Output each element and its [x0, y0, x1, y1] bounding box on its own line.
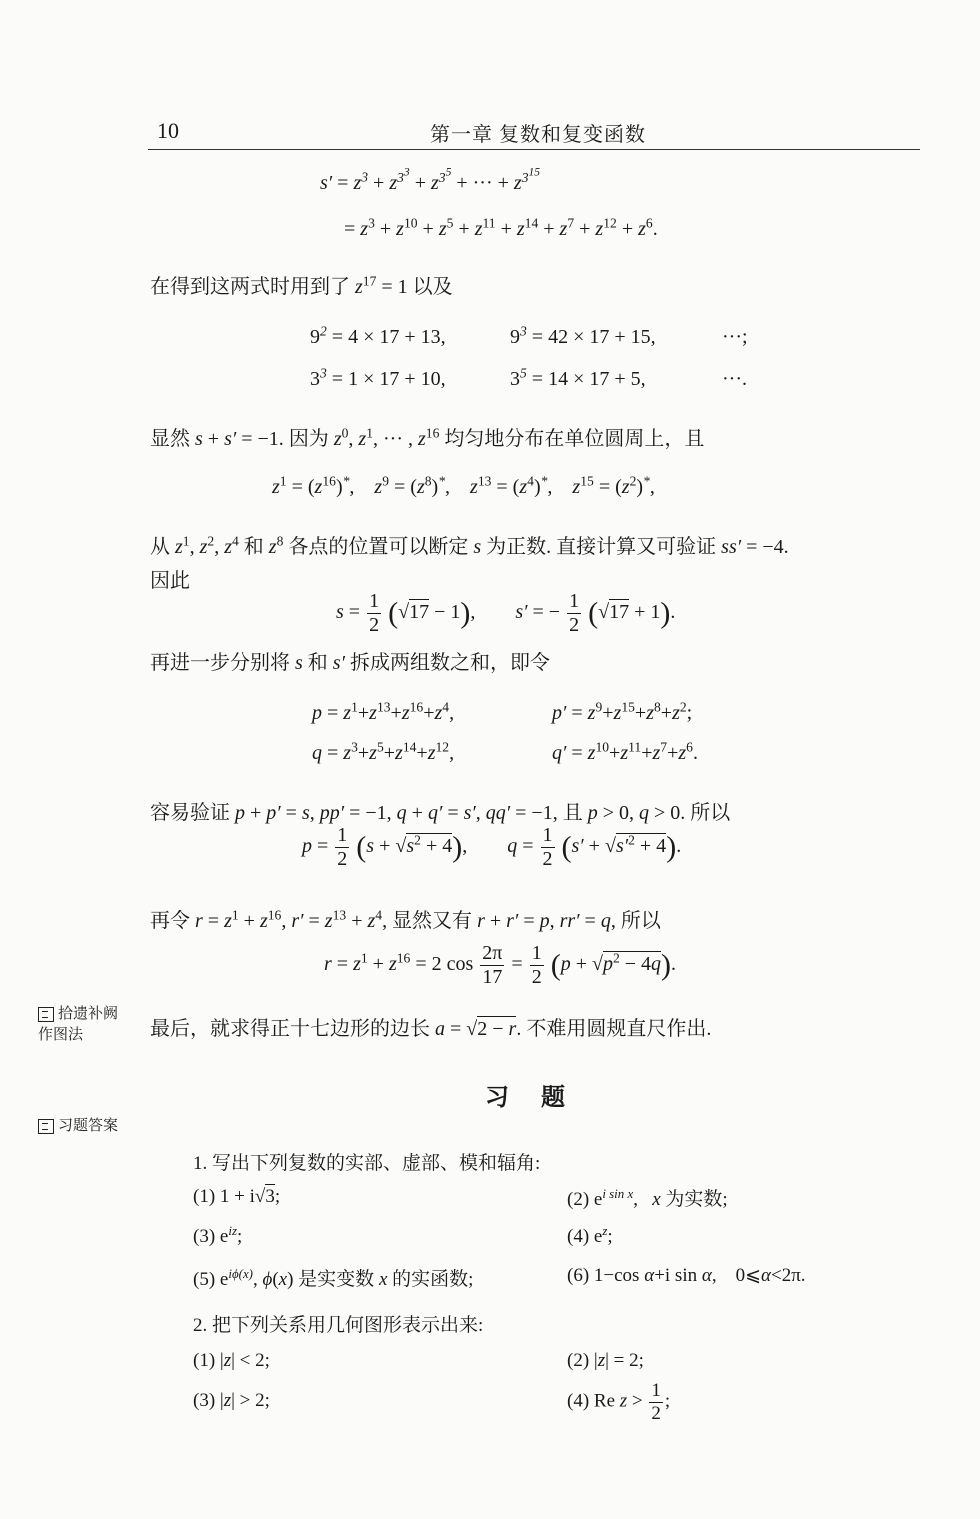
exercise-2-2: (2) |z| = 2; [567, 1350, 644, 1371]
text-line-8: 最后，就求得正十七边形的边长 a = √2 − r. 不难用圆规直尺作出. [150, 1018, 712, 1040]
ellipsis-2: ···. [722, 368, 747, 390]
exercise-1-title: 1. 写出下列复数的实部、虚部、模和辐角: [193, 1153, 541, 1174]
equation-pq-values: p = $\frac{1}{2}$ $(s + √s^2 + 4)$, q = $\frac{1}{2}$ $(s' + √s'^2 + 4)$. [302, 824, 682, 870]
equation-r-value: $r = z^1 + z^{16} = 2$ cos $\frac{2\pi}{17}$ = $\frac{1}{2}$ $(p + √p^2 - 4q)$. [324, 942, 677, 988]
exercise-2-3: (3) |z| > 2; [193, 1390, 270, 1411]
text-line-3: 从 $z^1$, $z^2$, $z^4$ 和 $z^8$ 各点的位置可以断定 s 为正数. 直接计算又可验证 ss′ = −4. [150, 533, 789, 558]
sidebar-note-answers[interactable]: 习题答案 [38, 1114, 118, 1135]
exercise-1-5: (5) $e^{i\phi(x)}$, ϕ(x) 是实变数 x 的实函数; [193, 1265, 474, 1290]
equation-s-prime-1: $s' = z^3 + z^{3^3} + z^{3^5}$ + ··· + $z^{3^{15}}$ [320, 165, 541, 194]
book-icon [38, 1007, 54, 1022]
header-rule [148, 149, 920, 150]
equation-conjugates: $z^1 = (z^{16})^*$, $z^9 = (z^8)^*$, $z^{13} = (z^4)^*$, $z^{15} = (z^2)^*$, [272, 473, 655, 498]
exercise-2-title: 2. 把下列关系用几何图形表示出来: [193, 1315, 484, 1336]
text-line-1: 在得到这两式时用到了 $z^{17} = 1$ 以及 [150, 273, 453, 298]
exercise-2-1: (1) |z| < 2; [193, 1350, 270, 1371]
chapter-title: 第一章 复数和复变函数 [430, 124, 646, 146]
equation-p: $p = z^1+z^{13}+z^{16}+z^4$, [312, 699, 455, 724]
exercise-1-2: (2) $e^{i sin x}$, x 为实数; [567, 1185, 728, 1210]
exercise-1-4: (4) $e^z$; [567, 1222, 613, 1247]
exercise-1-1: (1) 1 + i√3; [193, 1186, 281, 1207]
page-number: 10 [157, 118, 179, 143]
text-line-6: 容易验证 p + p′ = s, pp′ = −1, q + q′ = s′, qq′ = −1, 且 p > 0, q > 0. 所以 [150, 802, 731, 824]
exercise-2-4: (4) Re z > $\frac{1}{2}$ ; [567, 1380, 671, 1424]
text-line-4: 因此 [150, 570, 190, 592]
text-line-5: 再进一步分别将 s 和 s′ 拆成两组数之和，即令 [150, 652, 550, 674]
text-line-2: 显然 s + s′ = −1. 因为 $z^0$, $z^1$, ··· , $z^{16}$ 均匀地分布在单位圆周上，且 [150, 425, 705, 450]
equation-mod-2: $9^3 = 42 \times 17 + 15$, [510, 323, 656, 348]
equation-mod-4: $3^5 = 14 \times 17 + 5$, [510, 365, 646, 390]
exercise-1-3: (3) $e^{iz}$; [193, 1222, 243, 1247]
equation-s-values: s = $\frac{1}{2}$ (√17 − 1), s′ = − $\frac{1}{2}$ (√17 + 1). [336, 590, 676, 636]
exercises-heading: 习题 [485, 1085, 597, 1111]
text-line-7: 再令 $r = z^1 + z^{16}$, $r' = z^{13} + z^4$, 显然又有 r + r′ = p, rr′ = q, 所以 [150, 907, 661, 932]
answer-icon [38, 1119, 54, 1134]
equation-mod-3: $3^3 = 1 \times 17 + 10$, [310, 365, 446, 390]
sidebar-note-supplement[interactable]: 拾遗补阙 作图法 [38, 1004, 119, 1043]
ellipsis-1: ···; [722, 326, 748, 348]
equation-q: $q = z^3+z^5+z^{14}+z^{12}$, [312, 739, 455, 764]
equation-mod-1: $9^2 = 4 \times 17 + 13$, [310, 323, 446, 348]
equation-q-prime: $q' = z^{10}+z^{11}+z^7+z^6$. [552, 739, 698, 764]
equation-p-prime: $p' = z^9+z^{15}+z^8+z^2$; [552, 699, 693, 724]
exercise-1-6: (6) 1−cos α+i sin α, 0⩽α<2π. [567, 1265, 806, 1286]
equation-s-prime-2: = $z^3 + z^{10} + z^5 + z^{11} + z^{14} + z^7 + z^{12} + z^6$. [344, 215, 658, 240]
